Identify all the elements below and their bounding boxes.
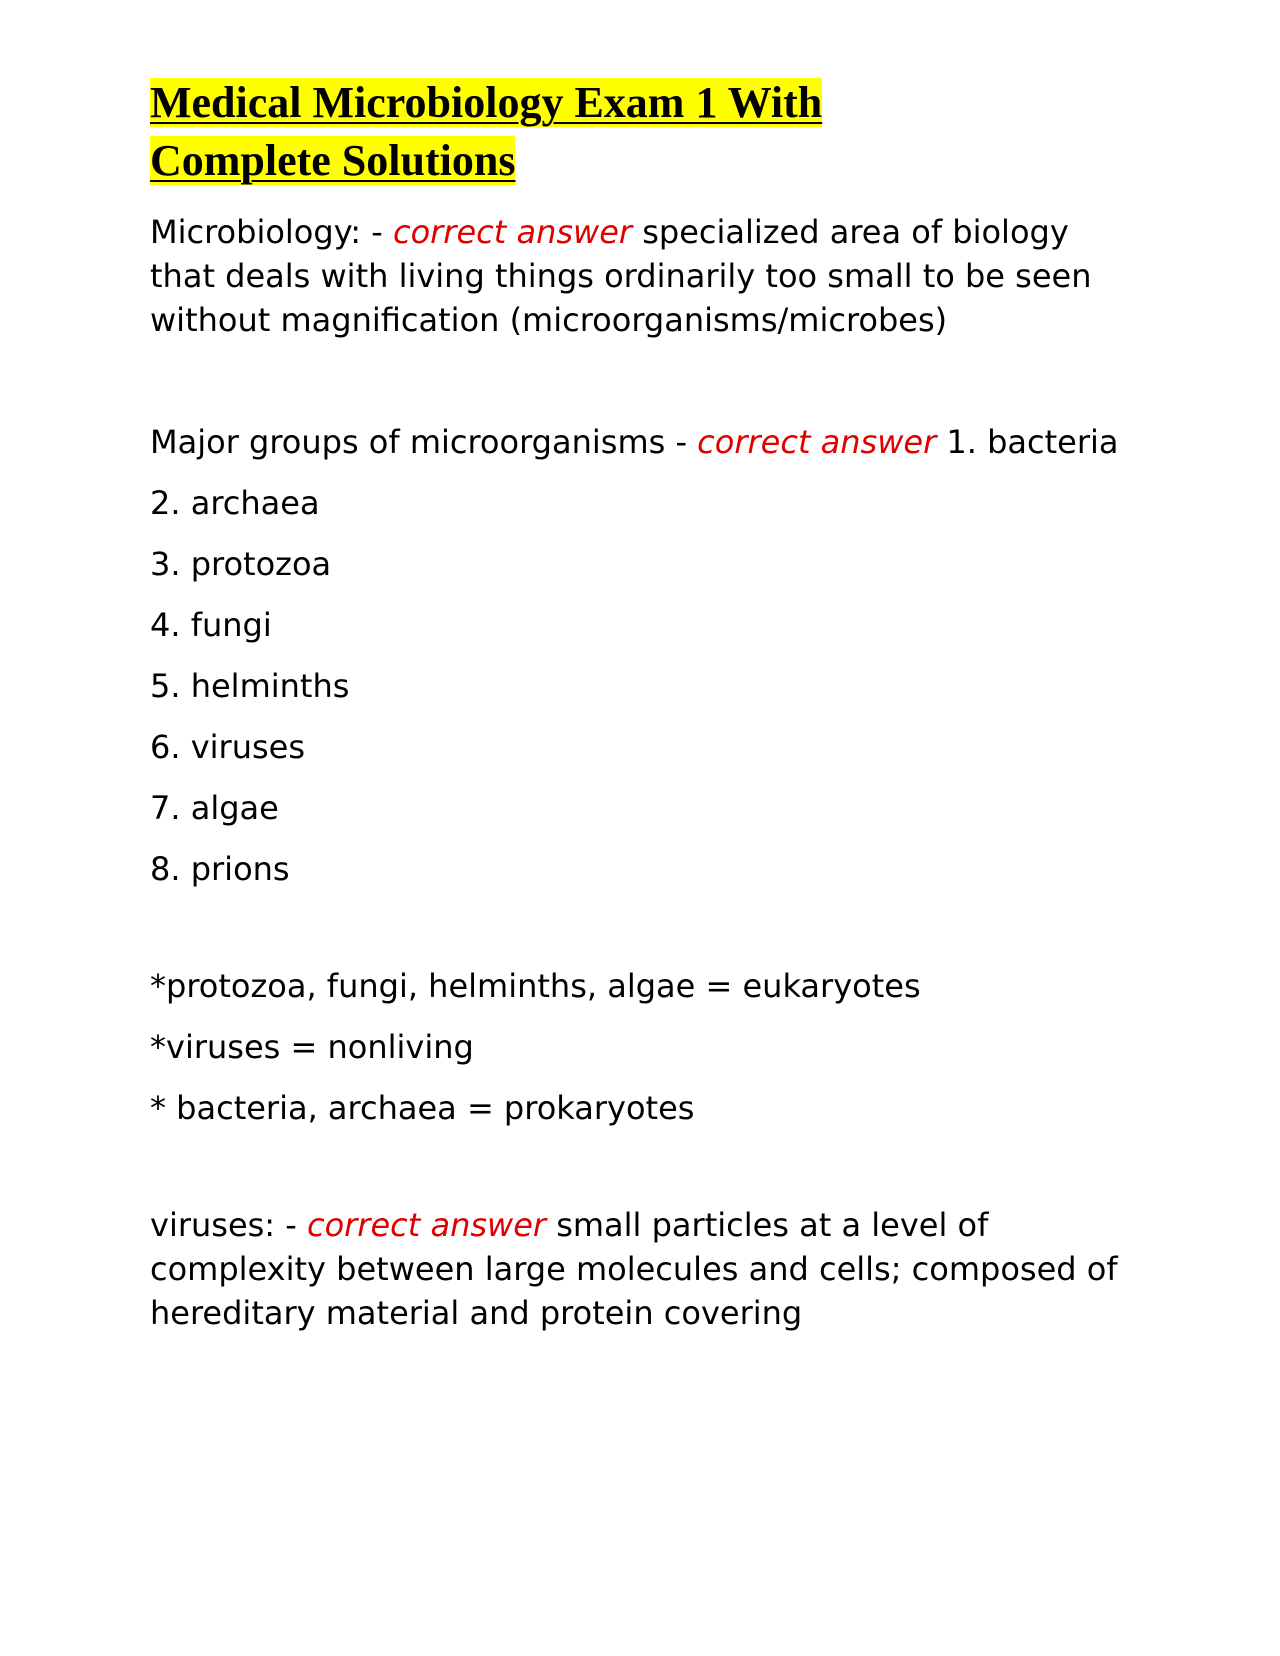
question-prefix: viruses: -	[150, 1206, 307, 1244]
note-item: * bacteria, archaea = prokaryotes	[150, 1089, 695, 1127]
list-item: 7. algae	[150, 789, 279, 827]
document-title	[150, 74, 1140, 190]
list-item: 8. prions	[150, 850, 290, 888]
microorganism-list	[150, 481, 1140, 891]
list-item: 4. fungi	[150, 606, 272, 644]
note-item: *protozoa, fungi, helminths, algae = eukaryotes	[150, 967, 921, 1005]
spacer	[150, 908, 1140, 964]
question-viruses	[150, 1203, 1140, 1335]
answer-text: 1. bacteria	[936, 423, 1119, 461]
correct-answer-label: correct answer	[697, 423, 937, 461]
answer-text: small particles at a level of complexity between large molecules and cells; composed of hereditary material and protein covering	[150, 1206, 1118, 1332]
correct-answer-label: correct answer	[306, 1206, 547, 1244]
question-major-groups	[150, 420, 1140, 464]
spacer	[150, 342, 1140, 420]
title-line-1: Medical Microbiology Exam 1 With	[150, 78, 823, 127]
answer-text: specialized area of biology that deals with living things ordinarily too small to be seen without magnification (microorganisms/microbes)	[150, 213, 1092, 339]
spacer	[150, 464, 1140, 481]
spacer	[150, 1147, 1140, 1203]
question-prefix: Microbiology: -	[150, 213, 393, 251]
document-content	[150, 74, 1140, 1335]
list-item: 6. viruses	[150, 728, 305, 766]
correct-answer-label: correct answer	[392, 213, 633, 251]
list-item: 3. protozoa	[150, 545, 332, 583]
note-item: *viruses = nonliving	[150, 1028, 474, 1066]
question-microbiology	[150, 210, 1140, 342]
list-item: 2. archaea	[150, 484, 320, 522]
title-line-2: Complete Solutions	[150, 136, 516, 185]
question-prefix: Major groups of microorganisms -	[150, 423, 698, 461]
list-item: 5. helminths	[150, 667, 350, 705]
classification-notes	[150, 964, 1140, 1130]
